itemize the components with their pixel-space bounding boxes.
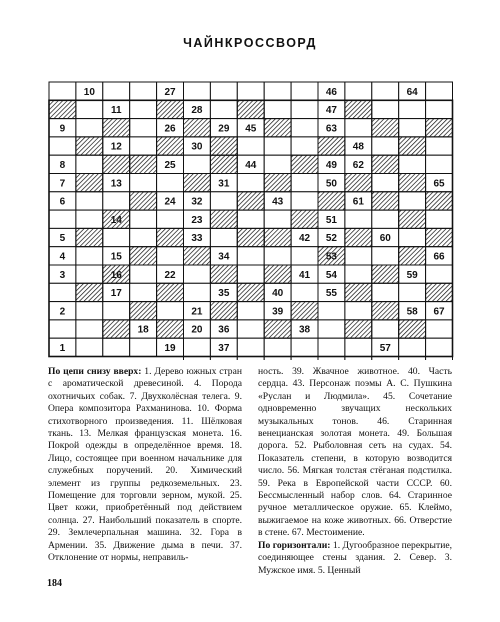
hatched-cell: [372, 119, 399, 137]
hatched-cell: [157, 137, 184, 155]
hatched-cell: [426, 119, 453, 137]
clues-across-text: 1. Дугообразное перекрытие, соединяющее стены здания. 2. Север. 3. Мужское имя. 5. Ценный: [258, 539, 452, 576]
grid-cell: [49, 210, 76, 228]
grid-cell: [372, 283, 399, 301]
cell-number: 8: [59, 159, 66, 171]
grid-cell: [291, 192, 318, 210]
grid-cell: [345, 265, 372, 283]
cell-number: 46: [325, 86, 338, 98]
hatched-cell: [103, 155, 130, 173]
cell-number: 58: [406, 306, 418, 318]
grid-cell: [345, 302, 372, 320]
grid-cell: [76, 119, 103, 137]
hatched-cell: [103, 119, 130, 137]
hatched-cell: [210, 302, 237, 320]
grid-cell: [130, 119, 157, 137]
hatched-cell: [184, 119, 211, 137]
cell-number: 44: [245, 159, 257, 171]
grid-cell: [399, 119, 426, 137]
hatched-cell: [372, 155, 399, 173]
hatched-cell: [130, 155, 157, 173]
hatched-cell: [399, 320, 426, 338]
grid-cell: [130, 210, 157, 228]
cell-number: 18: [137, 324, 149, 336]
grid-cell: [345, 119, 372, 137]
grid-cell: [184, 155, 211, 173]
grid-cell: [210, 82, 237, 100]
cell-number: 65: [433, 178, 445, 190]
hatched-cell: [103, 320, 130, 338]
hatched-cell: [399, 247, 426, 265]
grid-cell: [130, 338, 157, 356]
cell-number: 27: [164, 86, 176, 98]
grid-cell: [184, 338, 211, 356]
grid-cell: [103, 302, 130, 320]
grid-cell: [130, 100, 157, 118]
cell-number: 51: [325, 214, 338, 226]
clues-column-left: [48, 366, 242, 565]
grid-cell: [157, 302, 184, 320]
hatched-cell: [345, 100, 372, 118]
cell-number: 42: [298, 233, 311, 245]
cell-number: 63: [325, 123, 338, 135]
hatched-cell: [291, 210, 318, 228]
clues-up-heading: По цепи снизу вверх:: [48, 366, 142, 377]
grid-cell: [372, 174, 399, 192]
grid-cell: [76, 155, 103, 173]
cell-number: 15: [110, 251, 122, 263]
grid-cell: [399, 283, 426, 301]
hatched-cell: [345, 283, 372, 301]
cell-number: 39: [272, 306, 284, 318]
grid-cell: [76, 320, 103, 338]
grid-cell: [237, 210, 264, 228]
grid-cell: [210, 192, 237, 210]
grid-cell: [103, 228, 130, 246]
hatched-cell: [184, 247, 211, 265]
cell-number: 16: [110, 269, 122, 281]
hatched-cell: [372, 265, 399, 283]
cell-number: 1: [59, 342, 66, 354]
grid-cell: [76, 302, 103, 320]
hatched-cell: [130, 302, 157, 320]
grid-cell: [264, 82, 291, 100]
hatched-cell: [49, 100, 76, 118]
grid-cell: [103, 338, 130, 356]
grid-cell: [157, 174, 184, 192]
grid-cell: [291, 82, 318, 100]
hatched-cell: [76, 228, 103, 246]
cell-number: 30: [191, 141, 203, 153]
cell-number: 33: [191, 233, 203, 245]
cell-number: 17: [110, 288, 122, 300]
grid-cell: [318, 302, 345, 320]
cell-number: 3: [59, 269, 66, 281]
grid-cell: [157, 247, 184, 265]
cell-number: 45: [245, 123, 257, 135]
grid-cell: [372, 100, 399, 118]
grid-cell: [76, 210, 103, 228]
hatched-cell: [372, 302, 399, 320]
grid-cell: [318, 338, 345, 356]
cell-number: 5: [59, 233, 66, 245]
grid-cell: [130, 137, 157, 155]
grid-cell: [76, 100, 103, 118]
hatched-cell: [291, 302, 318, 320]
cell-number: 7: [59, 178, 66, 190]
cell-number: 38: [298, 324, 311, 336]
hatched-cell: [157, 283, 184, 301]
grid-cell: [399, 100, 426, 118]
hatched-cell: [426, 228, 453, 246]
hatched-cell: [318, 137, 345, 155]
hatched-cell: [264, 265, 291, 283]
grid-cell: [399, 338, 426, 356]
hatched-cell: [345, 174, 372, 192]
grid-cell: [399, 155, 426, 173]
cell-number: 35: [218, 288, 230, 300]
cell-number: 52: [325, 233, 338, 245]
grid-cell: [237, 247, 264, 265]
hatched-cell: [345, 320, 372, 338]
cell-number: 14: [110, 214, 122, 226]
cell-number: 9: [59, 123, 66, 135]
cell-number: 6: [59, 196, 66, 208]
grid-cell: [372, 210, 399, 228]
hatched-cell: [157, 228, 184, 246]
grid-cell: [426, 265, 453, 283]
grid-cell: [426, 137, 453, 155]
cell-number: 36: [218, 324, 230, 336]
page-number: 184: [47, 578, 62, 589]
cell-number: 47: [325, 105, 338, 117]
grid-cell: [237, 82, 264, 100]
cell-number: 4: [59, 251, 66, 263]
clues-up-text: 1. Дерево южных стран с ароматической древесиной. 4. Порода охотничьих собак. 7. Двухколёсная телега. 9. Опера композитора Рахманинова. 10. Форма стихотворного произведения. 11. Шёлковая ткань. 13. Мелкая французская монета. 16. Покрой одежды в определённое время. 18. Лицо, состоящее при военном начальнике для служебных поручений. 20. Химический элемент из группы редкоземельных. 23. Помещение для торговли зерном, мукой. 25. Цвет кожи, приобретённый под действием солнца. 27. Наибольший показатель в спорте. 29. Землечерпальная машина. 32. Гора в Армении. 35. Движение дыма в печи. 37. Отклонение от нормы, неправиль-: [48, 366, 242, 564]
grid-cell: [130, 228, 157, 246]
hatched-cell: [210, 265, 237, 283]
grid-cell: [426, 100, 453, 118]
grid-cell: [157, 210, 184, 228]
hatched-cell: [76, 137, 103, 155]
hatched-cell: [210, 137, 237, 155]
cell-number: 26: [164, 123, 176, 135]
cell-number: 43: [272, 196, 284, 208]
grid-cell: [426, 155, 453, 173]
cell-number: 29: [218, 123, 230, 135]
clues-column-right: [258, 366, 452, 577]
grid-cell: [130, 283, 157, 301]
grid-cell: [264, 247, 291, 265]
grid-cell: [184, 265, 211, 283]
grid-cell: [103, 82, 130, 100]
cell-number: 64: [406, 86, 418, 98]
cell-number: 67: [433, 306, 445, 318]
grid-cell: [291, 174, 318, 192]
cell-number: 41: [298, 269, 311, 281]
hatched-cell: [157, 100, 184, 118]
grid-cell: [399, 192, 426, 210]
grid-cell: [237, 338, 264, 356]
cell-number: 66: [433, 251, 445, 263]
grid-cell: [237, 265, 264, 283]
cell-number: 53: [325, 251, 338, 263]
cell-number: 2: [59, 306, 66, 318]
cell-number: 31: [218, 178, 230, 190]
cell-number: 59: [406, 269, 418, 281]
grid-cell: [264, 100, 291, 118]
cell-number: 25: [164, 159, 176, 171]
hatched-cell: [264, 119, 291, 137]
grid-cell: [372, 320, 399, 338]
hatched-cell: [237, 192, 264, 210]
grid-cell: [210, 228, 237, 246]
grid-cell: [426, 320, 453, 338]
hatched-cell: [237, 100, 264, 118]
cell-number: 11: [110, 105, 122, 117]
grid-cell: [318, 320, 345, 338]
cell-number: 19: [164, 342, 176, 354]
hatched-cell: [130, 247, 157, 265]
hatched-cell: [76, 174, 103, 192]
hatched-cell: [264, 174, 291, 192]
grid-cell: [345, 338, 372, 356]
hatched-cell: [345, 228, 372, 246]
grid-cell: [49, 320, 76, 338]
hatched-cell: [237, 283, 264, 301]
grid-cell: [76, 247, 103, 265]
cell-number: 22: [164, 269, 176, 281]
grid-cell: [426, 82, 453, 100]
cell-number: 28: [191, 105, 203, 117]
cell-number: 60: [379, 233, 391, 245]
hatched-cell: [291, 155, 318, 173]
hatched-cell: [76, 283, 103, 301]
grid-cell: [264, 338, 291, 356]
grid-cell: [345, 82, 372, 100]
cell-number: 57: [379, 342, 391, 354]
grid-cell: [291, 137, 318, 155]
clues-up-text-continued: ность. 39. Жвачное животное. 40. Часть сердца. 43. Персонаж поэмы А. С. Пушкина «Руслан и Людмила». 45. Сочетание одновременно звучащих нескольких музыкальных тонов. 46. Старинная венецианская золотая монета. 49. Большая дорога. 52. Рыболовная сеть на судах. 54. Показатель степени, в которую возводится число. 56. Мягкая толстая стёганая подстилка. 59. Река в Европейской части СССР. 60. Бессмысленный набор слов. 64. Старинное ручное металлическое оружие. 65. Клеймо, выжигаемое на коже животных. 66. Отверстие в стене. 67. Местоимение.: [258, 366, 452, 539]
grid-cell: [426, 210, 453, 228]
hatched-cell: [184, 174, 211, 192]
grid-cell: [76, 338, 103, 356]
hatched-cell: [399, 137, 426, 155]
hatched-cell: [399, 210, 426, 228]
cell-number: 54: [325, 269, 338, 281]
hatched-cell: [264, 228, 291, 246]
cell-number: 12: [110, 141, 122, 153]
grid-cell: [49, 82, 76, 100]
grid-cell: [103, 192, 130, 210]
grid-cell: [264, 210, 291, 228]
hatched-cell: [210, 155, 237, 173]
grid-cell: [426, 338, 453, 356]
cell-number: 21: [191, 306, 203, 318]
grid-cell: [399, 228, 426, 246]
cell-number: 48: [352, 141, 364, 153]
grid-cell: [130, 82, 157, 100]
grid-cell: [49, 137, 76, 155]
hatched-cell: [399, 174, 426, 192]
hatched-cell: [426, 283, 453, 301]
grid-cell: [291, 338, 318, 356]
cell-number: 13: [110, 178, 122, 190]
grid-cell: [372, 82, 399, 100]
grid-cell: [345, 210, 372, 228]
grid-cell: [210, 100, 237, 118]
grid-cell: [237, 302, 264, 320]
hatched-cell: [264, 320, 291, 338]
cell-number: 20: [191, 324, 203, 336]
grid-cell: [237, 174, 264, 192]
cell-number: 62: [352, 159, 364, 171]
hatched-cell: [372, 192, 399, 210]
hatched-cell: [237, 228, 264, 246]
cell-number: 40: [272, 288, 284, 300]
grid-cell: [76, 192, 103, 210]
clues-across-heading: По горизонтали:: [258, 539, 331, 551]
hatched-cell: [318, 192, 345, 210]
grid-cell: [291, 100, 318, 118]
cell-number: 23: [191, 214, 203, 226]
hatched-cell: [130, 192, 157, 210]
cell-number: 10: [83, 86, 95, 98]
cell-number: 32: [191, 196, 203, 208]
grid-cell: [130, 265, 157, 283]
grid-cell: [372, 137, 399, 155]
grid-cell: [184, 82, 211, 100]
grid-cell: [372, 247, 399, 265]
grid-cell: [237, 137, 264, 155]
grid-cell: [49, 283, 76, 301]
grid-cell: [291, 119, 318, 137]
grid-cell: [237, 320, 264, 338]
grid-cell: [291, 283, 318, 301]
grid-cell: [130, 174, 157, 192]
cell-number: 55: [325, 288, 338, 300]
grid-cell: [264, 155, 291, 173]
hatched-cell: [210, 210, 237, 228]
grid-cell: [291, 247, 318, 265]
grid-cell: [345, 247, 372, 265]
hatched-cell: [157, 320, 184, 338]
hatched-cell: [426, 192, 453, 210]
cell-number: 61: [352, 196, 364, 208]
cell-number: 49: [325, 159, 338, 171]
cell-number: 24: [164, 196, 176, 208]
grid-cell: [76, 265, 103, 283]
grid-cell: [264, 137, 291, 155]
cell-number: 50: [325, 178, 338, 190]
cell-number: 37: [218, 342, 230, 354]
page-title: ЧАЙНКРОССВОРД: [183, 36, 317, 50]
cell-number: 34: [218, 251, 230, 263]
grid-cell: [184, 283, 211, 301]
